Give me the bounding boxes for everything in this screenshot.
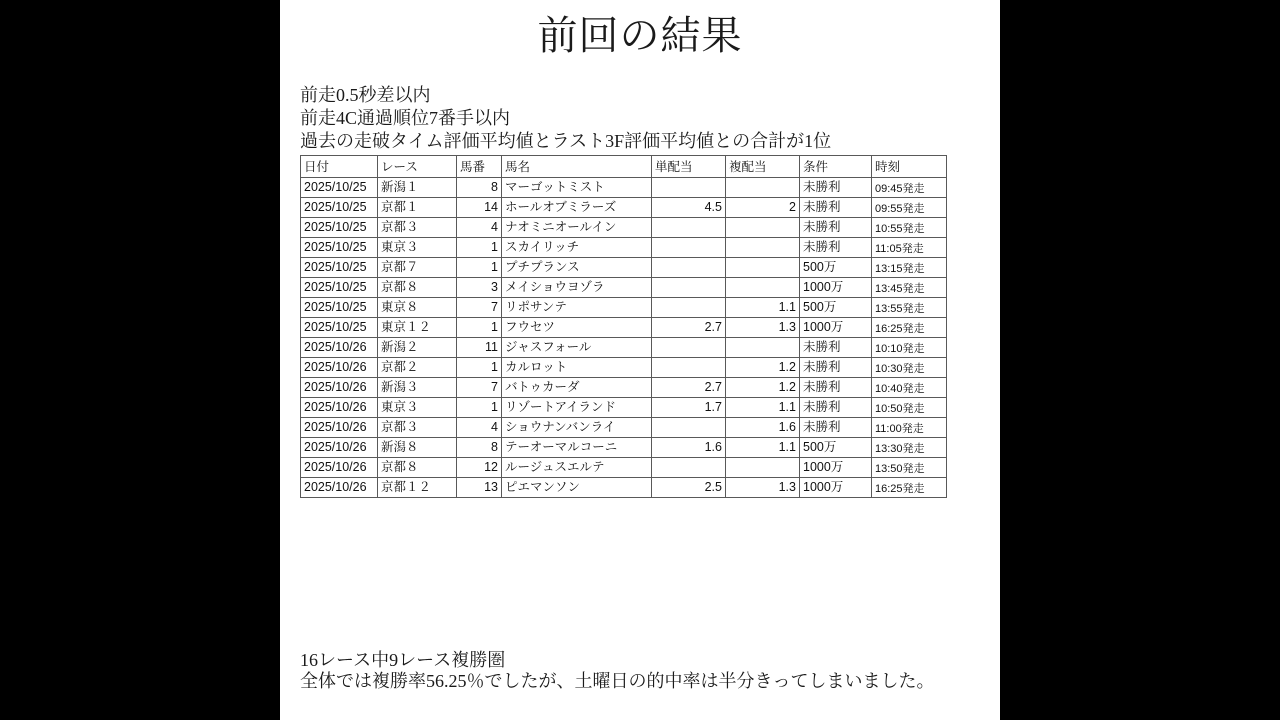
table-cell: 1.3: [726, 318, 800, 338]
slide: [280, 0, 1000, 720]
table-cell: [726, 218, 800, 238]
table-cell: [652, 418, 726, 438]
summary-line-2: 全体では複勝率56.25％でしたが、土曜日の的中率は半分きってしまいました。: [300, 671, 935, 691]
table-row: [301, 238, 947, 258]
table-cell: [726, 338, 800, 358]
table-cell: 4.5: [652, 198, 726, 218]
table-cell: 2025/10/26: [301, 358, 378, 378]
table-row: [301, 458, 947, 478]
table-cell: 1.1: [726, 438, 800, 458]
table-row: [301, 358, 947, 378]
table-cell: 500万: [800, 298, 872, 318]
table-row: [301, 438, 947, 458]
table-row: [301, 418, 947, 438]
criteria-line-3: 過去の走破タイム評価平均値とラスト3F評価平均値との合計が1位: [300, 131, 832, 151]
table-cell: 未勝利: [800, 358, 872, 378]
table-cell: 1.6: [726, 418, 800, 438]
column-header: 日付: [301, 156, 378, 178]
table-cell: [652, 338, 726, 358]
table-cell: 10:55発走: [872, 218, 947, 238]
table-cell: 13:15発走: [872, 258, 947, 278]
table-cell: 1: [457, 238, 502, 258]
selection-criteria: [300, 84, 960, 153]
column-header: レース: [378, 156, 457, 178]
criteria-line-2: 前走4C通過順位7番手以内: [300, 108, 511, 128]
table-cell: [726, 458, 800, 478]
table-cell: ナオミニオールイン: [502, 218, 652, 238]
summary-note: [300, 650, 990, 692]
table-cell: 東京８: [378, 298, 457, 318]
table-cell: 8: [457, 438, 502, 458]
table-cell: 京都３: [378, 418, 457, 438]
table-cell: リポサンテ: [502, 298, 652, 318]
page-title: 前回の結果: [537, 14, 743, 58]
table-cell: 1000万: [800, 318, 872, 338]
table-cell: 11:05発走: [872, 238, 947, 258]
table-cell: 京都１: [378, 198, 457, 218]
table-row: [301, 258, 947, 278]
table-cell: 1.1: [726, 398, 800, 418]
table-cell: ホールオブミラーズ: [502, 198, 652, 218]
table-cell: 2025/10/25: [301, 258, 378, 278]
table-cell: [652, 238, 726, 258]
table-cell: [652, 178, 726, 198]
table-cell: 11:00発走: [872, 418, 947, 438]
table-row: [301, 178, 947, 198]
summary-line-1: 16レース中9レース複勝圏: [300, 650, 506, 670]
table-cell: 2025/10/26: [301, 418, 378, 438]
table-cell: スカイリッチ: [502, 238, 652, 258]
table-cell: 10:40発走: [872, 378, 947, 398]
table-cell: ショウナンバンライ: [502, 418, 652, 438]
table-cell: 2025/10/26: [301, 438, 378, 458]
table-cell: [652, 258, 726, 278]
criteria-line-1: 前走0.5秒差以内: [300, 85, 431, 105]
table-cell: 2025/10/26: [301, 378, 378, 398]
table-cell: 新潟２: [378, 338, 457, 358]
table-cell: 11: [457, 338, 502, 358]
table-cell: 500万: [800, 258, 872, 278]
table-cell: 3: [457, 278, 502, 298]
table-body: [301, 178, 947, 498]
table-cell: 8: [457, 178, 502, 198]
table-cell: メイショウヨゾラ: [502, 278, 652, 298]
table-cell: 1.1: [726, 298, 800, 318]
table-row: [301, 478, 947, 498]
table-cell: 2025/10/25: [301, 198, 378, 218]
table-cell: 新潟８: [378, 438, 457, 458]
table-cell: ピエマンソン: [502, 478, 652, 498]
table-cell: 京都２: [378, 358, 457, 378]
table-cell: 13:50発走: [872, 458, 947, 478]
table-cell: [652, 278, 726, 298]
table-row: [301, 318, 947, 338]
table-cell: ルージュスエルテ: [502, 458, 652, 478]
table-cell: 2.7: [652, 318, 726, 338]
header-row: [301, 156, 947, 178]
table-cell: 未勝利: [800, 198, 872, 218]
table-cell: 16:25発走: [872, 478, 947, 498]
table-cell: [726, 238, 800, 258]
table-cell: 2.5: [652, 478, 726, 498]
table-cell: 京都１２: [378, 478, 457, 498]
table-cell: 2025/10/25: [301, 238, 378, 258]
table-cell: 1: [457, 358, 502, 378]
table-cell: 4: [457, 218, 502, 238]
table-cell: 未勝利: [800, 398, 872, 418]
table-cell: 1: [457, 398, 502, 418]
table-cell: カルロット: [502, 358, 652, 378]
table-cell: 未勝利: [800, 418, 872, 438]
table-cell: 新潟１: [378, 178, 457, 198]
table-cell: プチプランス: [502, 258, 652, 278]
table-cell: 未勝利: [800, 238, 872, 258]
table-cell: 12: [457, 458, 502, 478]
table-cell: 13:55発走: [872, 298, 947, 318]
column-header: 馬名: [502, 156, 652, 178]
table-cell: 京都８: [378, 458, 457, 478]
table-cell: 東京３: [378, 398, 457, 418]
table-cell: 京都８: [378, 278, 457, 298]
table-row: [301, 378, 947, 398]
table-cell: 2025/10/25: [301, 318, 378, 338]
table-cell: 10:30発走: [872, 358, 947, 378]
table-cell: 1: [457, 318, 502, 338]
table-cell: 2.7: [652, 378, 726, 398]
results-table: [300, 155, 947, 498]
table-cell: 2025/10/26: [301, 478, 378, 498]
table-row: [301, 278, 947, 298]
table-cell: [726, 278, 800, 298]
table-cell: 1000万: [800, 278, 872, 298]
table-cell: 7: [457, 378, 502, 398]
table-cell: 13:45発走: [872, 278, 947, 298]
table-cell: 10:50発走: [872, 398, 947, 418]
table-row: [301, 198, 947, 218]
column-header: 複配当: [726, 156, 800, 178]
column-header: 馬番: [457, 156, 502, 178]
table-cell: 1.6: [652, 438, 726, 458]
table-cell: 1.2: [726, 378, 800, 398]
table-cell: 09:45発走: [872, 178, 947, 198]
table-row: [301, 298, 947, 318]
table-cell: 7: [457, 298, 502, 318]
table-row: [301, 398, 947, 418]
table-cell: 2: [726, 198, 800, 218]
table-cell: 2025/10/26: [301, 338, 378, 358]
table-cell: リゾートアイランド: [502, 398, 652, 418]
table-cell: 1.2: [726, 358, 800, 378]
table-cell: 2025/10/25: [301, 178, 378, 198]
table-cell: 東京３: [378, 238, 457, 258]
table-cell: 10:10発走: [872, 338, 947, 358]
table-cell: 2025/10/25: [301, 298, 378, 318]
table-cell: 東京１２: [378, 318, 457, 338]
table-cell: ジャスフォール: [502, 338, 652, 358]
table-row: [301, 218, 947, 238]
table-cell: [726, 178, 800, 198]
table-cell: 新潟３: [378, 378, 457, 398]
table-cell: 1.7: [652, 398, 726, 418]
table-cell: マーゴットミスト: [502, 178, 652, 198]
table-cell: [726, 258, 800, 278]
table-cell: 2025/10/25: [301, 218, 378, 238]
table-cell: 14: [457, 198, 502, 218]
table-cell: 未勝利: [800, 378, 872, 398]
table-cell: 2025/10/26: [301, 458, 378, 478]
table-cell: 2025/10/25: [301, 278, 378, 298]
table-header: [301, 156, 947, 178]
table-cell: 09:55発走: [872, 198, 947, 218]
column-header: 単配当: [652, 156, 726, 178]
table-cell: 1000万: [800, 478, 872, 498]
table-cell: 500万: [800, 438, 872, 458]
table-cell: 京都７: [378, 258, 457, 278]
table-cell: フウセツ: [502, 318, 652, 338]
table-cell: 京都３: [378, 218, 457, 238]
table-cell: 1.3: [726, 478, 800, 498]
table-cell: 2025/10/26: [301, 398, 378, 418]
table-cell: 13: [457, 478, 502, 498]
table-cell: 未勝利: [800, 338, 872, 358]
table-row: [301, 338, 947, 358]
table-cell: [652, 458, 726, 478]
table-cell: 4: [457, 418, 502, 438]
table-cell: 未勝利: [800, 178, 872, 198]
table-cell: 未勝利: [800, 218, 872, 238]
table-cell: 13:30発走: [872, 438, 947, 458]
table-cell: [652, 218, 726, 238]
column-header: 条件: [800, 156, 872, 178]
table-cell: 1000万: [800, 458, 872, 478]
table-cell: テーオーマルコーニ: [502, 438, 652, 458]
table-cell: [652, 298, 726, 318]
table-cell: [652, 358, 726, 378]
table-cell: バトゥカーダ: [502, 378, 652, 398]
table-cell: 1: [457, 258, 502, 278]
column-header: 時刻: [872, 156, 947, 178]
table-cell: 16:25発走: [872, 318, 947, 338]
